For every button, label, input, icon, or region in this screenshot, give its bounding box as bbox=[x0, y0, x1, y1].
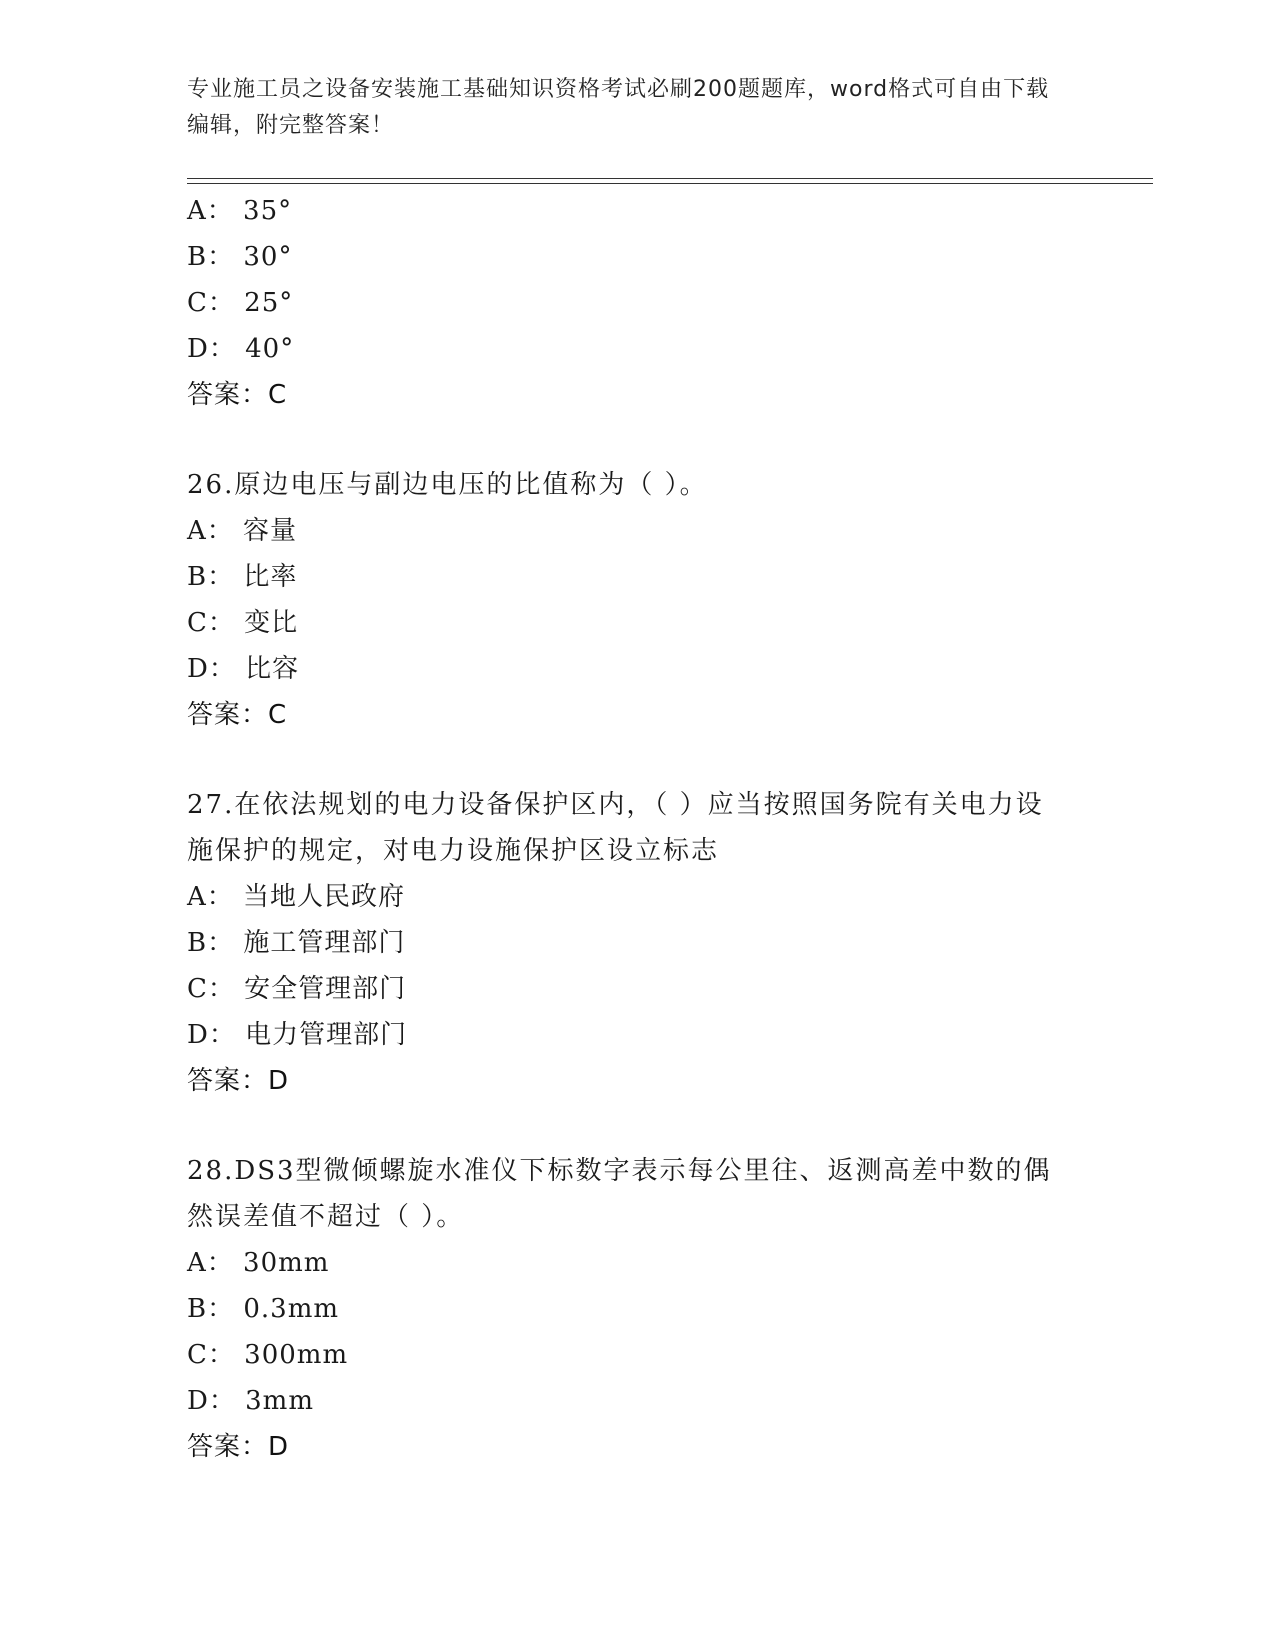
option-a: A： 容量 bbox=[187, 516, 298, 546]
option-d: D： 40° bbox=[187, 334, 295, 364]
question-list bbox=[187, 188, 1087, 1470]
option-a: A： 35° bbox=[187, 196, 293, 226]
option-a: A： 30mm bbox=[187, 1248, 330, 1278]
option-d: D： 比容 bbox=[187, 654, 300, 684]
option-c: C： 300mm bbox=[187, 1340, 349, 1370]
option-d: D： 3mm bbox=[187, 1386, 314, 1416]
question-28 bbox=[187, 1148, 1087, 1470]
answer-line: 答案：C bbox=[187, 700, 288, 730]
option-b: B： 30° bbox=[187, 242, 293, 272]
header-divider-top bbox=[187, 178, 1153, 179]
option-d: D： 电力管理部门 bbox=[187, 1020, 408, 1050]
header-divider-bottom bbox=[187, 183, 1153, 184]
question-stem: 26.原边电压与副边电压的比值称为（ ）。 bbox=[187, 470, 708, 500]
question-stem: 27.在依法规划的电力设备保护区内，（ ）应当按照国务院有关电力设施保护的规定，对电力设施保护区设立标志 bbox=[187, 790, 1044, 866]
option-a: A： 当地人民政府 bbox=[187, 882, 406, 912]
question-25-tail bbox=[187, 188, 1087, 418]
answer-line: 答案：C bbox=[187, 380, 288, 410]
question-26 bbox=[187, 462, 1087, 738]
option-c: C： 安全管理部门 bbox=[187, 974, 407, 1004]
question-27 bbox=[187, 782, 1087, 1104]
answer-line: 答案：D bbox=[187, 1066, 290, 1096]
answer-line: 答案：D bbox=[187, 1432, 290, 1462]
option-c: C： 变比 bbox=[187, 608, 299, 638]
option-c: C： 25° bbox=[187, 288, 294, 318]
option-b: B： 0.3mm bbox=[187, 1294, 340, 1324]
option-b: B： 施工管理部门 bbox=[187, 928, 406, 958]
question-stem: 28.DS3型微倾螺旋水准仪下标数字表示每公里往、返测高差中数的偶然误差值不超过（ ）。 bbox=[187, 1156, 1052, 1232]
document-header: 专业施工员之设备安装施工基础知识资格考试必刷200题题库，word格式可自由下载编辑，附完整答案！ bbox=[187, 77, 1050, 138]
option-b: B： 比率 bbox=[187, 562, 298, 592]
